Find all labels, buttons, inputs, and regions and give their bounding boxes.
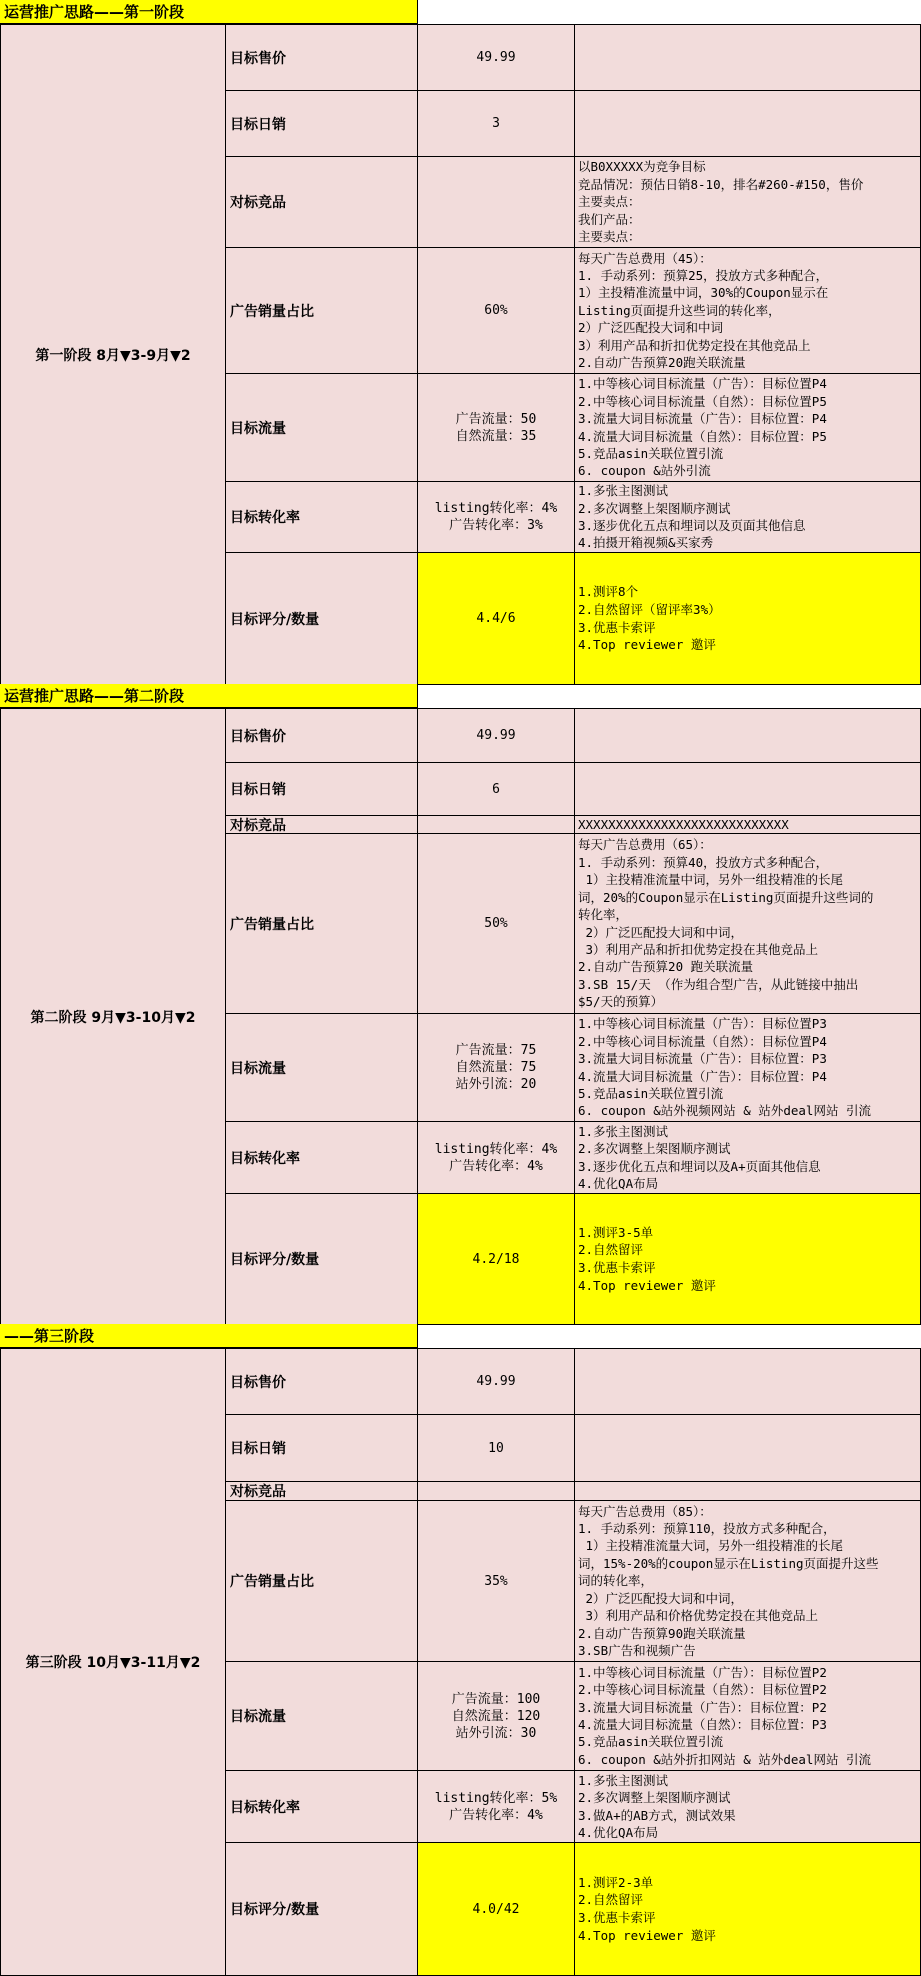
row-label-daily-sales: 目标日销 bbox=[225, 1414, 418, 1482]
row-note-target-price bbox=[574, 24, 921, 91]
section-banner: 运营推广思路——第一阶段 bbox=[0, 0, 418, 24]
row-label-daily-sales: 目标日销 bbox=[225, 90, 418, 157]
row-label-competitor: 对标竞品 bbox=[225, 815, 418, 834]
row-label-conversion: 目标转化率 bbox=[225, 481, 418, 553]
stage-cell: 第一阶段 8月▼3-9月▼2 bbox=[0, 24, 226, 685]
section-banner: 运营推广思路——第二阶段 bbox=[0, 684, 418, 708]
row-value-traffic: 广告流量：100 自然流量：120 站外引流：30 bbox=[417, 1661, 575, 1771]
row-label-traffic: 目标流量 bbox=[225, 1661, 418, 1771]
row-value-ad-ratio: 50% bbox=[417, 833, 575, 1014]
row-note-traffic: 1.中等核心词目标流量（广告）：目标位置P3 2.中等核心词目标流量（自然）：目标位置P4 3.流量大词目标流量（广告）：目标位置：P3 4.流量大词目标流量（广告）：目标位置：P4 5.竞品asin关联位置引流 6. coupon &站外视频网站 & 站外deal网站 引流 bbox=[574, 1013, 921, 1122]
row-note-competitor: 以B0XXXXX为竞争目标 竞品情况：预估日销8-10，排名#260-#150，售价 主要卖点： 我们产品： 主要卖点： bbox=[574, 156, 921, 248]
row-value-traffic: 广告流量：50 自然流量：35 bbox=[417, 373, 575, 482]
row-note-target-price bbox=[574, 708, 921, 763]
row-label-ad-ratio: 广告销量占比 bbox=[225, 247, 418, 374]
row-label-target-price: 目标售价 bbox=[225, 24, 418, 91]
row-label-rating: 目标评分/数量 bbox=[225, 1842, 418, 1976]
row-value-daily-sales: 10 bbox=[417, 1414, 575, 1482]
row-value-rating: 4.4/6 bbox=[417, 552, 575, 685]
row-value-rating: 4.2/18 bbox=[417, 1193, 575, 1325]
row-label-traffic: 目标流量 bbox=[225, 1013, 418, 1122]
row-note-conversion: 1.多张主图测试 2.多次调整上架图顺序测试 3.做A+的AB方式，测试效果 4.优化QA布局 bbox=[574, 1770, 921, 1843]
row-value-ad-ratio: 35% bbox=[417, 1500, 575, 1662]
row-note-traffic: 1.中等核心词目标流量（广告）：目标位置P4 2.中等核心词目标流量（自然）：目标位置P5 3.流量大词目标流量（广告）：目标位置：P4 4.流量大词目标流量（自然）：目标位置：P5 5.竞品asin关联位置引流 6. coupon &站外引流 bbox=[574, 373, 921, 482]
row-value-ad-ratio: 60% bbox=[417, 247, 575, 374]
stage-cell: 第三阶段 10月▼3-11月▼2 bbox=[0, 1348, 226, 1976]
row-value-competitor bbox=[417, 156, 575, 248]
row-label-competitor: 对标竞品 bbox=[225, 156, 418, 248]
row-note-daily-sales bbox=[574, 1414, 921, 1482]
row-note-target-price bbox=[574, 1348, 921, 1415]
row-note-conversion: 1.多张主图测试 2.多次调整上架图顺序测试 3.逐步优化五点和埋词以及页面其他信息 4.拍摄开箱视频&买家秀 bbox=[574, 481, 921, 553]
row-label-conversion: 目标转化率 bbox=[225, 1770, 418, 1843]
row-label-ad-ratio: 广告销量占比 bbox=[225, 1500, 418, 1662]
row-label-ad-ratio: 广告销量占比 bbox=[225, 833, 418, 1014]
row-value-target-price: 49.99 bbox=[417, 1348, 575, 1415]
row-label-rating: 目标评分/数量 bbox=[225, 552, 418, 685]
row-note-conversion: 1.多张主图测试 2.多次调整上架图顺序测试 3.逐步优化五点和埋词以及A+页面其他信息 4.优化QA布局 bbox=[574, 1121, 921, 1194]
row-label-target-price: 目标售价 bbox=[225, 708, 418, 763]
row-note-rating: 1.测评2-3单 2.自然留评 3.优惠卡索评 4.Top reviewer 邀评 bbox=[574, 1842, 921, 1976]
row-value-target-price: 49.99 bbox=[417, 24, 575, 91]
row-value-competitor bbox=[417, 1481, 575, 1501]
row-value-target-price: 49.99 bbox=[417, 708, 575, 763]
row-note-ad-ratio: 每天广告总费用（65）： 1. 手动系列：预算40，投放方式多种配合， 1）主投精准流量中词，另外一组投精准的长尾 词，20%的Coupon显示在Listing页面提升这些词的 转化率， 2）广泛匹配投大词和中词， 3）利用产品和折扣优势定投在其他竞品上 2.自动广告预算20 跑关联流量 3.SB 15/天 （作为组合型广告，从此链接中抽出 $5/天的预算） bbox=[574, 833, 921, 1014]
row-note-daily-sales bbox=[574, 90, 921, 157]
row-value-daily-sales: 3 bbox=[417, 90, 575, 157]
row-value-competitor bbox=[417, 815, 575, 834]
row-note-ad-ratio: 每天广告总费用（85）： 1. 手动系列：预算110，投放方式多种配合， 1）主投精准流量大词，另外一组投精准的长尾 词，15%-20%的coupon显示在Listing页面提升这些 词的转化率， 2）广泛匹配投大词和中词， 3）利用产品和价格优势定投在其他竞品上 2.自动广告预算90跑关联流量 3.SB广告和视频广告 bbox=[574, 1500, 921, 1662]
row-note-rating: 1.测评8个 2.自然留评（留评率3%） 3.优惠卡索评 4.Top reviewer 邀评 bbox=[574, 552, 921, 685]
row-note-traffic: 1.中等核心词目标流量（广告）：目标位置P2 2.中等核心词目标流量（自然）：目标位置P2 3.流量大词目标流量（广告）：目标位置：P2 4.流量大词目标流量（自然）：目标位置：P3 5.竞品asin关联位置引流 6. coupon &站外折扣网站 & 站外deal网站 引流 bbox=[574, 1661, 921, 1771]
row-note-competitor: XXXXXXXXXXXXXXXXXXXXXXXXXXXX bbox=[574, 815, 921, 834]
row-label-rating: 目标评分/数量 bbox=[225, 1193, 418, 1325]
stage-cell: 第二阶段 9月▼3-10月▼2 bbox=[0, 708, 226, 1325]
row-value-conversion: listing转化率：5% 广告转化率：4% bbox=[417, 1770, 575, 1843]
row-note-rating: 1.测评3-5单 2.自然留评 3.优惠卡索评 4.Top reviewer 邀评 bbox=[574, 1193, 921, 1325]
row-label-competitor: 对标竞品 bbox=[225, 1481, 418, 1501]
row-label-daily-sales: 目标日销 bbox=[225, 762, 418, 816]
section-banner: ——第三阶段 bbox=[0, 1324, 418, 1348]
row-value-conversion: listing转化率：4% 广告转化率：3% bbox=[417, 481, 575, 553]
row-value-conversion: listing转化率：4% 广告转化率：4% bbox=[417, 1121, 575, 1194]
row-value-daily-sales: 6 bbox=[417, 762, 575, 816]
row-value-rating: 4.0/42 bbox=[417, 1842, 575, 1976]
row-label-traffic: 目标流量 bbox=[225, 373, 418, 482]
row-label-conversion: 目标转化率 bbox=[225, 1121, 418, 1194]
row-label-target-price: 目标售价 bbox=[225, 1348, 418, 1415]
row-note-ad-ratio: 每天广告总费用（45）： 1. 手动系列：预算25，投放方式多种配合， 1）主投精准流量中词，30%的Coupon显示在 Listing页面提升这些词的转化率， 2）广泛匹配投大词和中词 3）利用产品和折扣优势定投在其他竞品上 2.自动广告预算20跑关联流量 bbox=[574, 247, 921, 374]
row-note-daily-sales bbox=[574, 762, 921, 816]
row-value-traffic: 广告流量：75 自然流量：75 站外引流：20 bbox=[417, 1013, 575, 1122]
row-note-competitor bbox=[574, 1481, 921, 1501]
